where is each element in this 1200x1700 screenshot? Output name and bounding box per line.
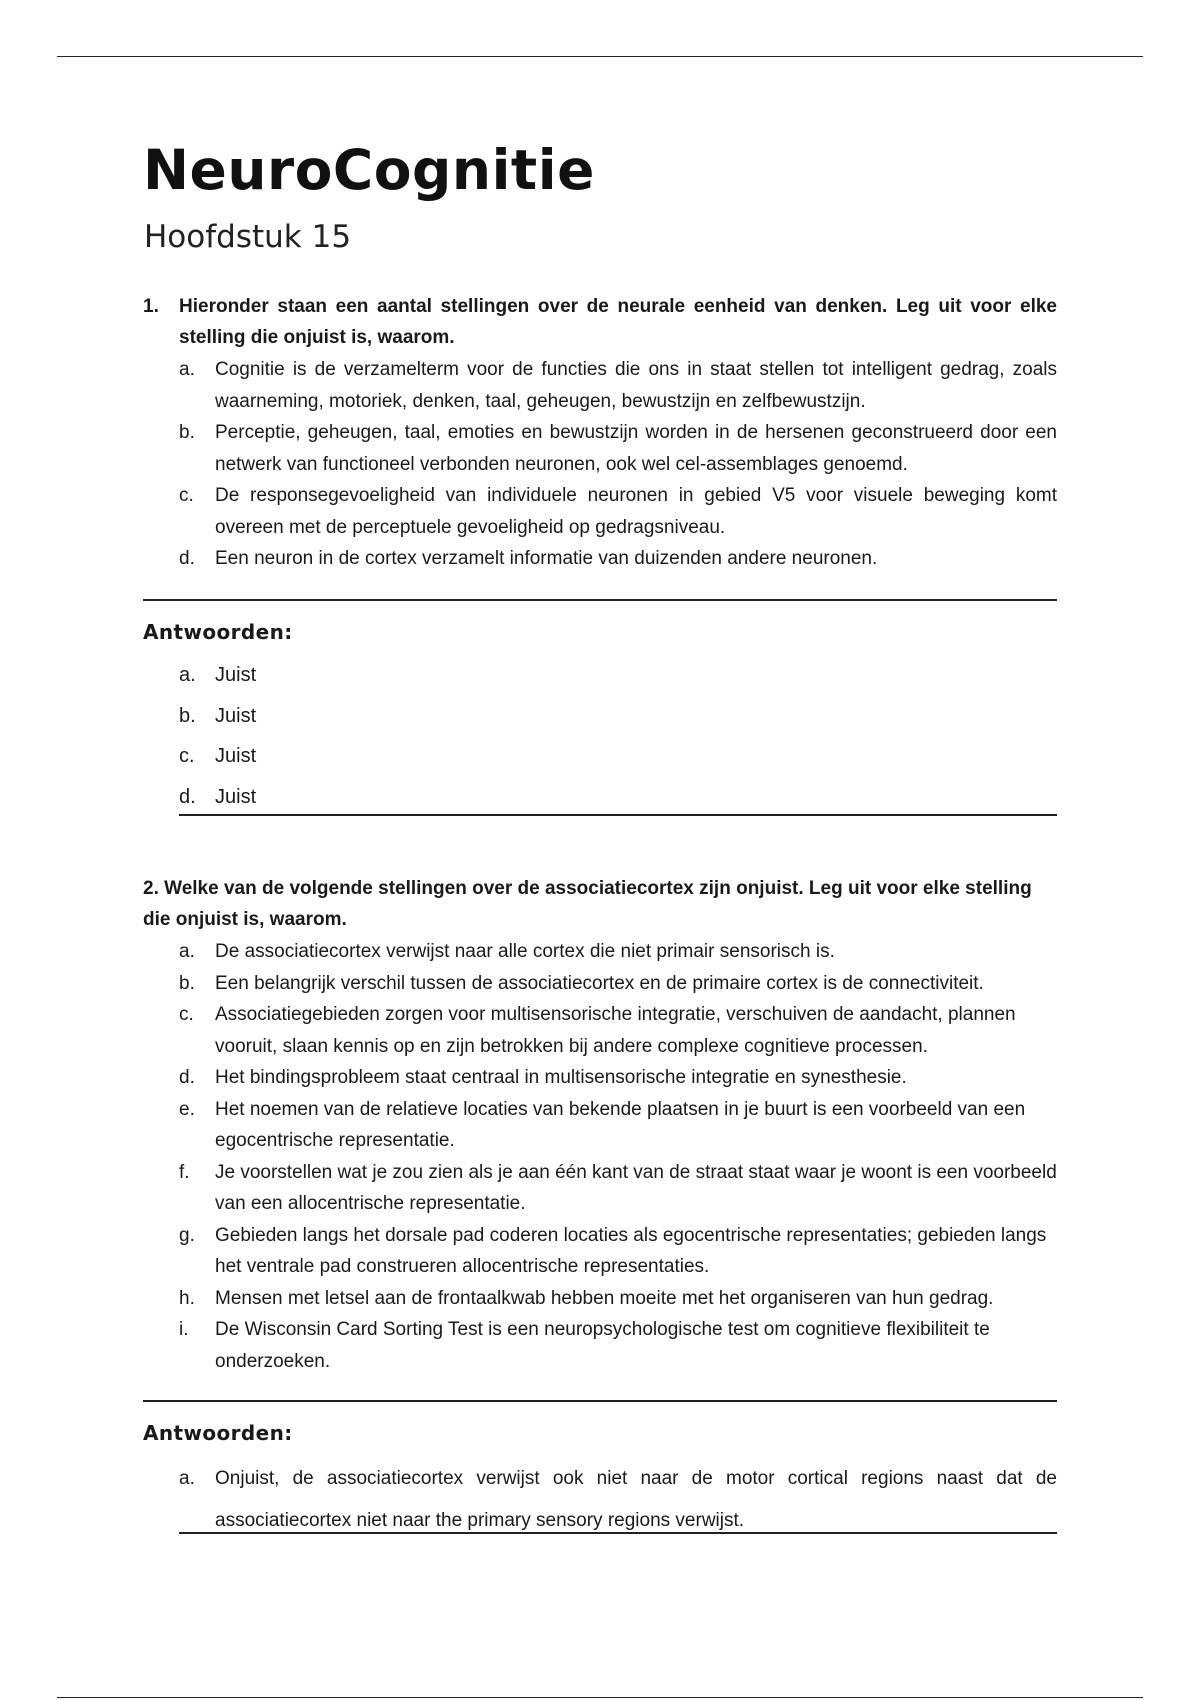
list-item bbox=[179, 936, 1057, 968]
item-letter: a. bbox=[179, 359, 195, 380]
page-top-rule bbox=[57, 56, 1143, 57]
answer-text: Juist bbox=[215, 745, 257, 767]
item-letter: f. bbox=[179, 1161, 190, 1183]
page-title: NeuroCognitie bbox=[143, 138, 595, 202]
item-text: De associatiecortex verwijst naar alle cortex die niet primair sensorisch is. bbox=[215, 941, 835, 962]
item-text: Associatiegebieden zorgen voor multisensorische integratie, verschuiven de aandacht, plannen vooruit, slaan kennis op en zijn betrokken bij andere complexe cognitieve processen. bbox=[215, 1004, 1016, 1057]
list-item bbox=[179, 543, 1057, 575]
list-item bbox=[179, 1458, 1057, 1542]
item-letter: g. bbox=[179, 1224, 195, 1246]
item-letter: c. bbox=[179, 1004, 194, 1025]
item-text: De responsegevoeligheid van individuele neuronen in gebied V5 voor visuele beweging komt overeen met de perceptuele gevoeligheid op gedragsniveau. bbox=[215, 485, 1057, 538]
list-item bbox=[179, 701, 256, 742]
item-letter: a. bbox=[179, 1468, 195, 1489]
item-text: Cognitie is de verzamelterm voor de functies die ons in staat stellen tot intelligent gedrag, zoals waarneming, motoriek, denken, taal, geheugen, bewustzijn en zelfbewustzijn. bbox=[215, 359, 1057, 412]
list-item bbox=[179, 1314, 1057, 1377]
item-letter: b. bbox=[179, 422, 195, 443]
list-item bbox=[179, 1157, 1057, 1220]
item-text: Het noemen van de relatieve locaties van bekende plaatsen in je buurt is een voorbeeld van een egocentrische representatie. bbox=[215, 1098, 1026, 1151]
item-letter: c. bbox=[179, 485, 194, 506]
item-text: Een belangrijk verschil tussen de associatiecortex en de primaire cortex is de connectiviteit. bbox=[215, 972, 984, 994]
item-text: Gebieden langs het dorsale pad coderen locaties als egocentrische representaties; gebieden langs het ventrale pad construeren allocentrische representaties. bbox=[215, 1224, 1047, 1277]
list-item bbox=[179, 660, 256, 701]
item-letter: a. bbox=[179, 664, 196, 686]
item-text: Je voorstellen wat je zou zien als je aan één kant van de straat staat waar je woont is een voorbeeld van een allocentrische representatie. bbox=[215, 1161, 1057, 1214]
answer-underline bbox=[179, 1532, 1057, 1534]
question-text: Hieronder staan een aantal stellingen over de neurale eenheid van denken. Leg uit voor elke stelling die onjuist is, waarom. bbox=[179, 296, 1057, 348]
answers-1-heading: Antwoorden: bbox=[143, 620, 293, 644]
answer-text: Juist bbox=[215, 704, 257, 727]
answer-text: Juist bbox=[215, 664, 257, 686]
item-letter: b. bbox=[179, 704, 196, 727]
item-letter: h. bbox=[179, 1287, 195, 1309]
answer-text: Onjuist, de associatiecortex verwijst ook niet naar de motor cortical regions naast dat de associatiecortex niet naar the primary sensory regions verwijst. bbox=[215, 1468, 1057, 1531]
list-item bbox=[179, 999, 1057, 1062]
item-letter: c. bbox=[179, 745, 195, 767]
question-2-statements bbox=[179, 936, 1057, 1377]
section-divider bbox=[143, 599, 1057, 601]
item-letter: d. bbox=[179, 548, 195, 569]
question-1-heading bbox=[143, 291, 1057, 353]
item-letter: b. bbox=[179, 972, 195, 994]
item-letter: a. bbox=[179, 941, 195, 962]
item-letter: e. bbox=[179, 1098, 195, 1120]
item-letter: i. bbox=[179, 1319, 189, 1340]
answers-1-list bbox=[179, 660, 256, 822]
answers-2-list bbox=[179, 1458, 1057, 1542]
item-text: Mensen met letsel aan de frontaalkwab hebben moeite met het organiseren van hun gedrag. bbox=[215, 1287, 994, 1309]
question-2-heading: 2. Welke van de volgende stellingen over de associatiecortex zijn onjuist. Leg uit voor elke stelling die onjuist is, waarom. bbox=[143, 878, 1032, 930]
list-item bbox=[179, 1283, 1057, 1315]
chapter-subtitle: Hoofdstuk 15 bbox=[144, 219, 352, 255]
answers-2-heading: Antwoorden: bbox=[143, 1421, 293, 1445]
list-item bbox=[179, 1062, 1057, 1094]
question-1-statements bbox=[179, 354, 1057, 575]
list-item bbox=[179, 968, 1057, 1000]
item-text: Een neuron in de cortex verzamelt informatie van duizenden andere neuronen. bbox=[215, 548, 878, 569]
item-letter: d. bbox=[179, 1067, 195, 1088]
answer-text: Juist bbox=[215, 785, 257, 808]
list-item bbox=[179, 741, 256, 782]
item-text: Perceptie, geheugen, taal, emoties en bewustzijn worden in de hersenen geconstrueerd door een netwerk van functioneel verbonden neuronen, ook wel cel-assemblages genoemd. bbox=[215, 422, 1057, 475]
answer-underline bbox=[179, 814, 1057, 816]
section-divider bbox=[143, 1400, 1057, 1402]
list-item bbox=[179, 1094, 1057, 1157]
item-text: Het bindingsprobleem staat centraal in multisensorische integratie en synesthesie. bbox=[215, 1067, 907, 1088]
list-item bbox=[179, 354, 1057, 417]
page-bottom-rule bbox=[57, 1697, 1143, 1698]
list-item bbox=[179, 480, 1057, 543]
question-number: 1. bbox=[143, 296, 159, 317]
list-item bbox=[179, 417, 1057, 480]
item-letter: d. bbox=[179, 785, 196, 808]
list-item bbox=[179, 1220, 1057, 1283]
item-text: De Wisconsin Card Sorting Test is een neuropsychologische test om cognitieve flexibiliteit te onderzoeken. bbox=[215, 1319, 990, 1372]
